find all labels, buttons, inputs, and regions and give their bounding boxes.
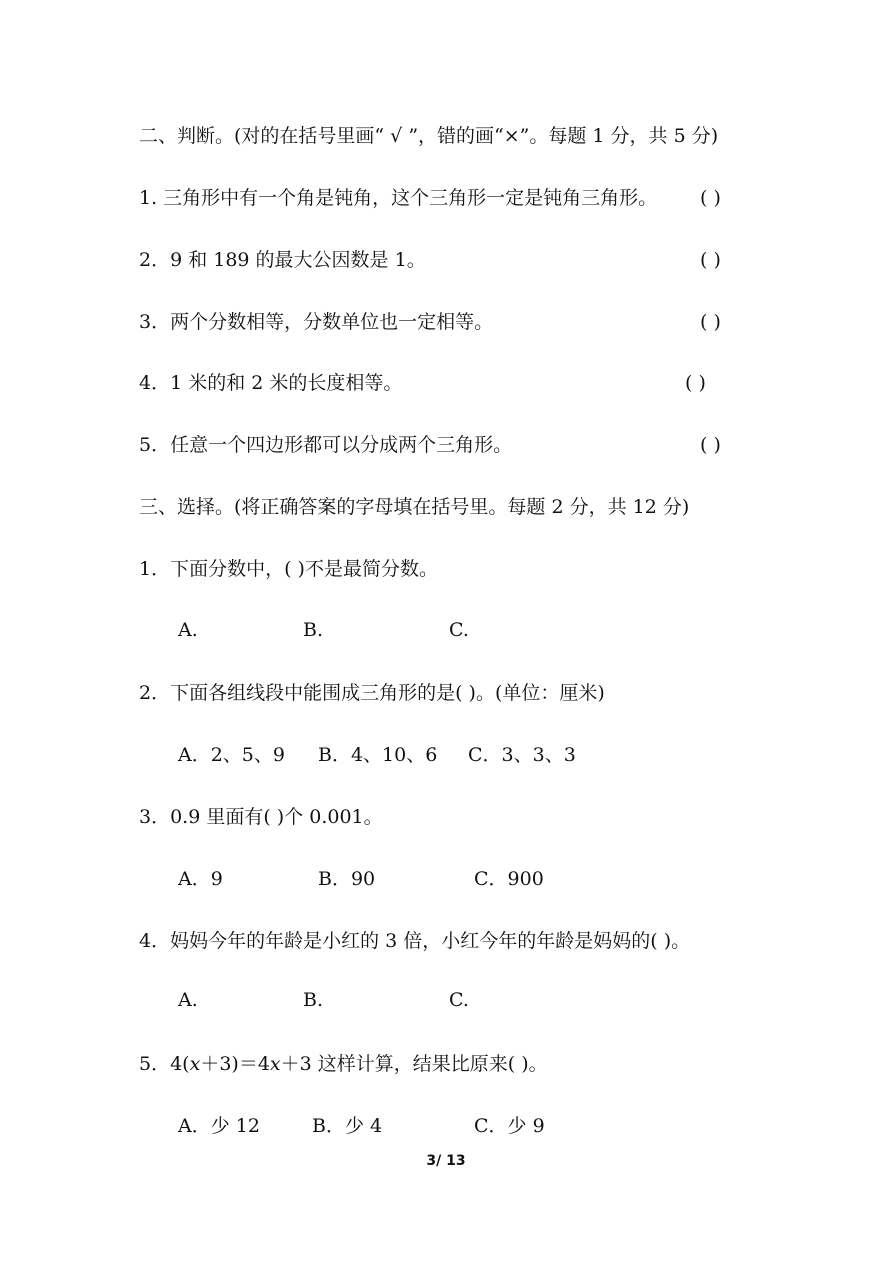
q2-option-c[interactable]: C．3、3、3 xyxy=(468,744,576,766)
judge-item-4-answer-blank[interactable]: ( ) xyxy=(685,372,706,394)
q1-option-c[interactable]: C. xyxy=(449,619,469,641)
q5-option-a[interactable]: A．少 12 xyxy=(178,1115,260,1137)
q1-option-a[interactable]: A. xyxy=(178,619,198,641)
q5-stem-mid: ＋3)＝4 xyxy=(200,1053,270,1075)
judge-item-4: 4．1 米的和 2 米的长度相等。 xyxy=(139,372,403,394)
choice-question-1: 1．下面分数中，( )不是最简分数。 xyxy=(139,558,438,580)
section-2-heading: 二、判断。(对的在括号里画“ √ ”，错的画“×”。每题 1 分，共 5 分) xyxy=(139,125,719,147)
q4-option-c[interactable]: C. xyxy=(449,989,469,1011)
judge-item-1-answer-blank[interactable]: ( ) xyxy=(700,187,721,209)
q3-option-a[interactable]: A．9 xyxy=(178,868,223,890)
q3-option-c[interactable]: C．900 xyxy=(474,868,544,890)
q3-option-b[interactable]: B．90 xyxy=(318,868,376,890)
q5-option-c[interactable]: C．少 9 xyxy=(474,1115,545,1137)
q5-option-b[interactable]: B．少 4 xyxy=(312,1115,383,1137)
section-3-heading: 三、选择。(将正确答案的字母填在括号里。每题 2 分，共 12 分) xyxy=(139,496,690,518)
judge-item-1: 1. 三角形中有一个角是钝角，这个三角形一定是钝角三角形。 xyxy=(139,187,658,209)
judge-item-2: 2．9 和 189 的最大公因数是 1。 xyxy=(139,249,426,271)
q4-option-b[interactable]: B. xyxy=(303,989,324,1011)
judge-item-3: 3．两个分数相等，分数单位也一定相等。 xyxy=(139,311,494,333)
q5-variable-x: x xyxy=(189,1053,201,1075)
choice-question-4: 4．妈妈今年的年龄是小红的 3 倍，小红今年的年龄是妈妈的( )。 xyxy=(139,930,691,952)
judge-item-3-answer-blank[interactable]: ( ) xyxy=(700,311,721,333)
q5-stem-suffix: ＋3 这样计算，结果比原来( )。 xyxy=(280,1053,548,1075)
choice-question-3: 3．0.9 里面有( )个 0.001。 xyxy=(139,806,383,828)
judge-item-5: 5．任意一个四边形都可以分成两个三角形。 xyxy=(139,434,513,456)
judge-item-2-answer-blank[interactable]: ( ) xyxy=(700,249,721,271)
page-number: 3/ 13 xyxy=(426,1153,466,1169)
judge-item-5-answer-blank[interactable]: ( ) xyxy=(700,434,721,456)
q1-option-b[interactable]: B. xyxy=(303,619,324,641)
choice-question-2: 2．下面各组线段中能围成三角形的是( )。(单位：厘米) xyxy=(139,682,605,704)
q2-option-b[interactable]: B．4、10、6 xyxy=(318,744,438,766)
choice-question-5 xyxy=(139,1052,548,1076)
q5-stem-prefix: 5．4( xyxy=(139,1053,190,1075)
q2-option-a[interactable]: A．2、5、9 xyxy=(178,744,285,766)
q5-variable-x-2: x xyxy=(269,1053,281,1075)
q4-option-a[interactable]: A. xyxy=(178,989,198,1011)
